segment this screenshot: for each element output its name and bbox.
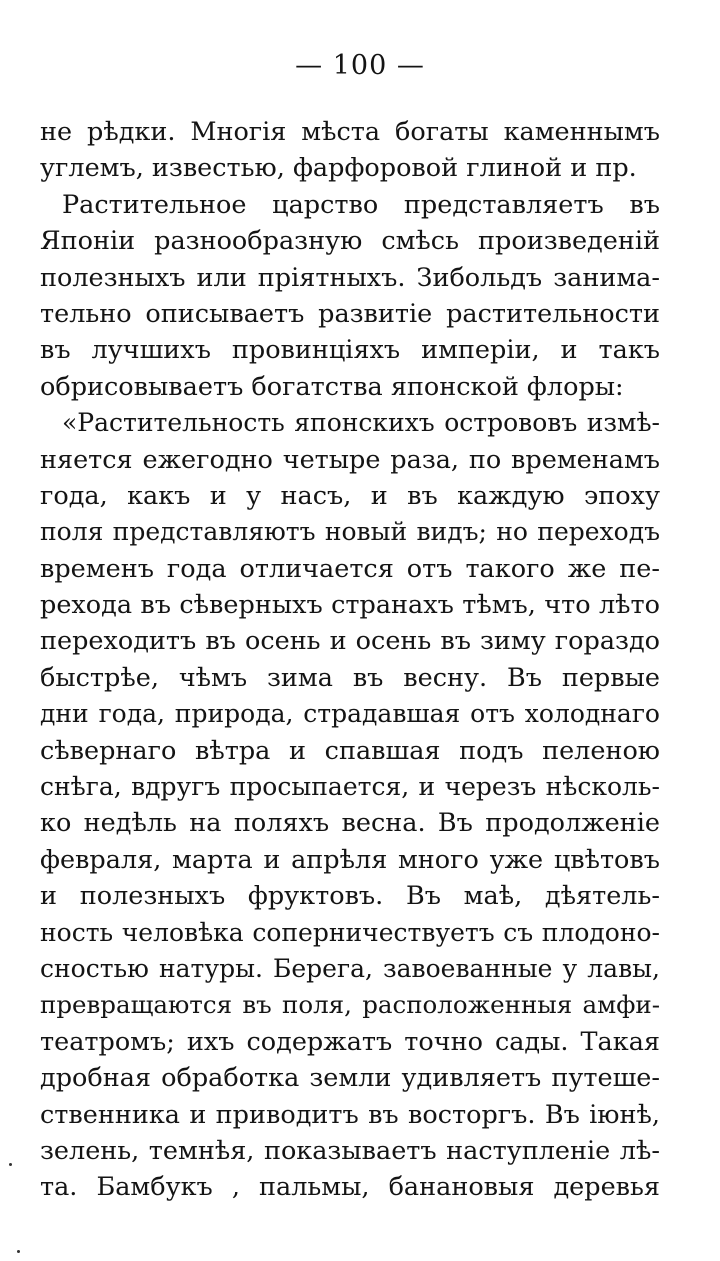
text-line: ко недѣль на поляхъ весна. Въ продолженіе xyxy=(40,808,660,839)
text-line: ность человѣка соперничествуетъ съ плодоно- xyxy=(40,917,660,947)
text-line: года, какъ и у насъ, и въ каждую эпоху xyxy=(40,480,660,511)
text-line: ственника и приводитъ въ восторгъ. Въ іюнѣ, xyxy=(40,1099,660,1130)
text-line: и полезныхъ фруктовъ. Въ маѣ, дѣятель- xyxy=(40,881,660,912)
text-line: переходитъ въ осень и осень въ зиму гораздо xyxy=(40,626,660,657)
text-line: Растительное царство представляетъ въ xyxy=(62,189,660,220)
body-text xyxy=(40,114,660,1206)
text-line: обрисовываетъ богатства японской флоры: xyxy=(40,371,624,402)
text-line: превращаются въ поля, расположенныя амфи- xyxy=(40,990,660,1020)
text-line: временъ года отличается отъ такого же пе- xyxy=(40,553,660,584)
text-line: сностью натуры. Берега, завоеванные у лавы, xyxy=(40,953,660,983)
text-line: снѣга, вдругъ просыпается, и черезъ нѣсколь- xyxy=(40,772,660,802)
text-line: быстрѣе, чѣмъ зима въ весну. Въ первые xyxy=(40,662,660,693)
text-line: няется ежегодно четыре раза, по временамъ xyxy=(40,444,660,475)
text-line: поля представляютъ новый видъ; но переходъ xyxy=(40,517,660,547)
text-line: углемъ, известью, фарфоровой глиной и пр. xyxy=(40,153,637,184)
text-line: театромъ; ихъ содержатъ точно сады. Такая xyxy=(40,1026,660,1057)
text-line: «Растительность японскихъ острововъ измѣ- xyxy=(62,408,660,438)
text-line: февраля, марта и апрѣля много уже цвѣтовъ xyxy=(40,844,660,875)
text-line: зелень, темнѣя, показываетъ наступленіе лѣ- xyxy=(40,1135,660,1166)
text-line: дни года, природа, страдавшая отъ холоднаго xyxy=(40,699,660,729)
text-line: дробная обработка земли удивляетъ путеше- xyxy=(40,1063,660,1094)
text-line: Японіи разнообразную смѣсь произведеній xyxy=(40,226,660,257)
text-line: въ лучшихъ провинціяхъ имперіи, и такъ xyxy=(40,335,660,366)
text-line: рехода въ сѣверныхъ странахъ тѣмъ, что лѣто xyxy=(40,590,660,621)
text-line: не рѣдки. Многія мѣста богаты каменнымъ xyxy=(40,117,660,147)
paper-speck xyxy=(17,1250,20,1253)
text-line: полезныхъ или пріятныхъ. Зибольдъ занима- xyxy=(40,262,660,293)
text-line: сѣвернаго вѣтра и спавшая подъ пеленою xyxy=(40,735,660,766)
page-number: — 100 — xyxy=(295,50,425,81)
paper-speck xyxy=(9,1163,12,1166)
text-line: та. Бамбукъ , пальмы, банановыя деревья xyxy=(40,1172,660,1203)
text-line: тельно описываетъ развитіе растительности xyxy=(40,298,660,329)
